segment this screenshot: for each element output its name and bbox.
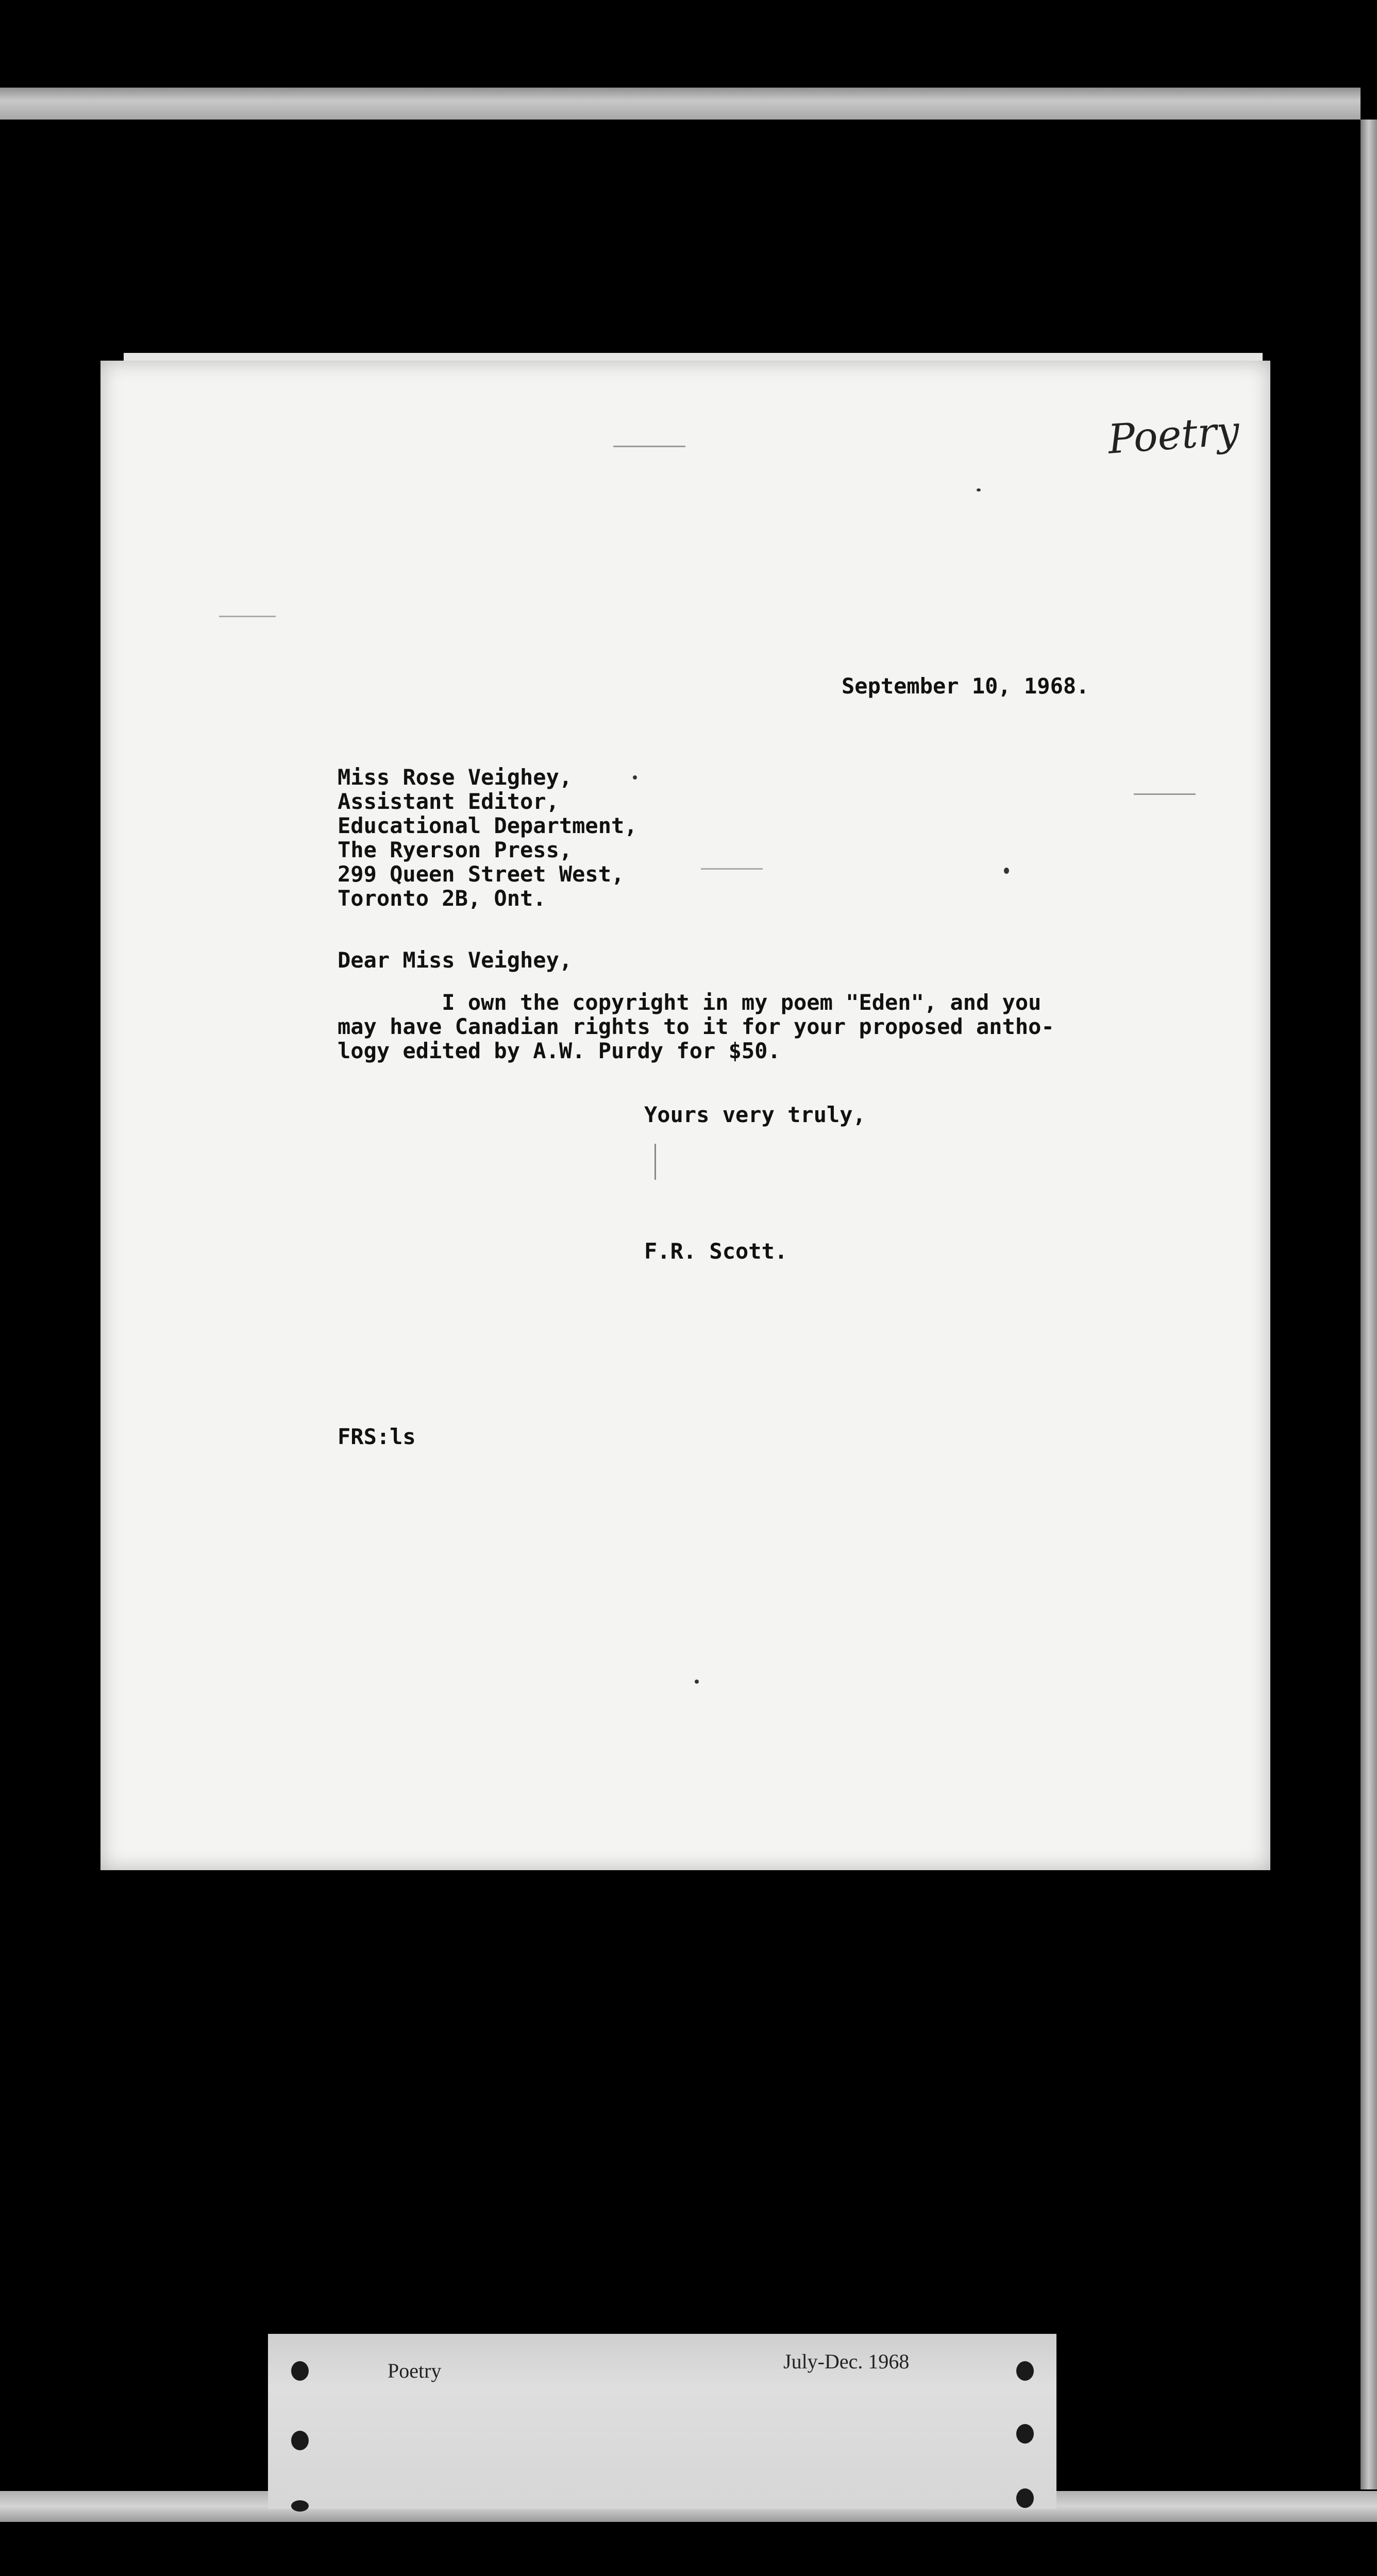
- body-line: may have Canadian rights to it for your proposed antho-: [338, 1014, 1054, 1039]
- address-line: Toronto 2B, Ont.: [338, 886, 546, 911]
- film-speck: [695, 1680, 699, 1684]
- address-line: Assistant Editor,: [338, 789, 559, 814]
- film-scratch: [1134, 793, 1196, 795]
- film-scratch: [219, 616, 276, 617]
- card-subject: Poetry: [388, 2359, 442, 2382]
- card-date-range: July-Dec. 1968: [783, 2350, 910, 2373]
- card-hole: [1016, 2424, 1034, 2444]
- letter-date: September 10, 1968.: [842, 673, 1089, 699]
- letter-body: [338, 990, 1054, 1063]
- film-speck: [977, 488, 981, 492]
- address-line: The Ryerson Press,: [338, 837, 573, 862]
- address-line: Educational Department,: [338, 813, 637, 838]
- handwritten-note: Poetry: [1106, 408, 1241, 463]
- closing: Yours very truly,: [644, 1102, 866, 1127]
- recipient-address: [338, 765, 637, 910]
- film-scratch: [654, 1144, 656, 1180]
- signature: F.R. Scott.: [644, 1239, 788, 1264]
- card-hole: [1016, 2488, 1034, 2508]
- film-scratch: [613, 446, 685, 447]
- card-hole: [291, 2431, 309, 2450]
- reference-initials: FRS:ls: [338, 1424, 416, 1449]
- salutation: Dear Miss Veighey,: [338, 947, 573, 973]
- address-line: Miss Rose Veighey,: [338, 765, 573, 790]
- film-speck: [1004, 868, 1009, 874]
- body-line: logy edited by A.W. Purdy for $50.: [338, 1038, 781, 1063]
- card-hole: [1016, 2361, 1034, 2381]
- card-hole: [291, 2361, 309, 2381]
- film-top-edge: [0, 88, 1361, 120]
- address-line: 299 Queen Street West,: [338, 861, 625, 887]
- film-right-edge: [1361, 120, 1377, 2489]
- film-speck: [633, 775, 637, 779]
- body-line: I own the copyright in my poem "Eden", and you: [338, 990, 1042, 1015]
- index-card: [268, 2334, 1056, 2509]
- card-hole: [291, 2500, 309, 2512]
- film-scratch: [701, 868, 763, 870]
